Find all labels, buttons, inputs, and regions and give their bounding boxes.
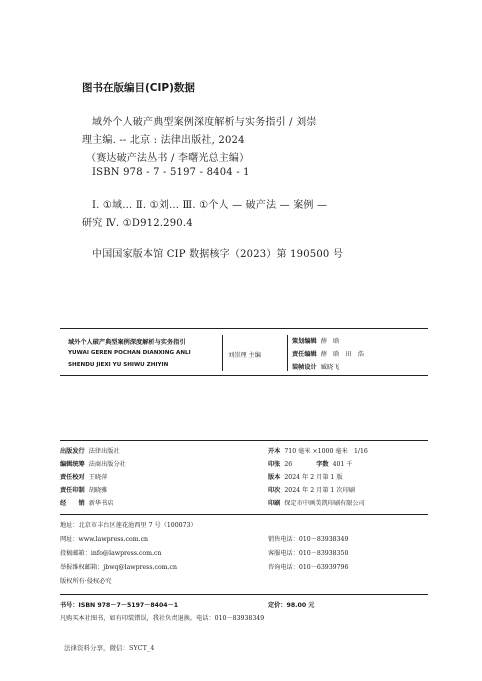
publish-right-row: 版本 2024 年 2 月第 1 版	[268, 474, 343, 481]
report-email: 举报维权邮箱：jbwq@lawpress.com.cn	[60, 564, 177, 571]
watermark-text: 法律资料分享，微信：SYCT_4	[64, 644, 155, 652]
book-title-pinyin-1: YUWAI GEREN POCHAN DIANXING ANLI	[68, 350, 191, 356]
title-box-top-rule	[60, 328, 428, 329]
role-cover-design: 装帧设计 臧晓飞	[292, 364, 340, 371]
publisher-website: 网址：www.lawpress.com.cn	[60, 536, 149, 543]
publish-right-row: 印张 26 字数 401 千	[268, 461, 353, 468]
service-phone: 客服电话：010－83938350	[268, 550, 349, 557]
role-responsible-editor: 责任编辑 薛 晗 田 浩	[292, 351, 365, 358]
publish-left-row: 出版发行 法律出版社	[60, 448, 120, 455]
title-box-bottom-rule	[60, 375, 428, 376]
book-title: 域外个人破产典型案例深度解析与实务指引	[68, 339, 186, 346]
chief-editor: 刘崇理 主编	[228, 352, 261, 359]
title-box-divider-2	[287, 335, 288, 371]
footer-top-rule	[60, 594, 428, 595]
cip-line-record-number: 中国国家版本馆 CIP 数据核字（2023）第 190500 号	[92, 249, 344, 260]
cip-heading: 图书在版编目(CIP)数据	[82, 82, 195, 94]
contact-top-rule	[60, 514, 428, 515]
publish-left-row: 经 销 新华书店	[60, 500, 114, 507]
cip-line-series: （赛达破产法丛书 / 李曙光总主编）	[86, 153, 250, 164]
consult-phone: 咨询电话：010－63939796	[268, 564, 349, 571]
footer-price: 定价：98.00 元	[268, 602, 315, 609]
cip-line-isbn: ISBN 978 - 7 - 5197 - 8404 - 1	[92, 167, 250, 178]
cip-line-title: 域外个人破产典型案例深度解析与实务指引 / 刘崇	[92, 117, 317, 128]
publish-left-row: 编辑统筹 法商出版分社	[60, 461, 126, 468]
publish-left-row: 责任校对 王晓萍	[60, 474, 108, 481]
publish-right-row: 印次 2024 年 2 月第 1 次印刷	[268, 487, 355, 494]
footer-isbn: 书号：ISBN 978－7－5197－8404－1	[60, 602, 179, 609]
book-title-pinyin-2: SHENDU JIEXI YU SHIWU ZHIYIN	[68, 362, 169, 368]
role-planning-editor: 策划编辑 薛 晗	[292, 338, 340, 345]
publish-top-rule	[60, 440, 428, 441]
cip-line-classification: Ⅰ. ①域… Ⅱ. ①刘… Ⅲ. ①个人 — 破产法 — 案例 —	[92, 200, 328, 211]
submission-email: 投稿邮箱：info@lawpress.com.cn	[60, 550, 162, 557]
publish-right-row: 开本 710 毫米 ×1000 毫米 1/16	[268, 448, 368, 455]
publisher-address: 地址：北京市丰台区莲花池西里 7 号（100073）	[60, 522, 197, 529]
publish-right-row: 印刷 保定市中画美凯印刷有限公司	[268, 500, 365, 507]
copyright-notice: 版权所有·侵权必究	[60, 578, 112, 585]
cip-line-publisher: 理主编. -- 北京 : 法律出版社, 2024	[82, 135, 245, 146]
publish-left-row: 责任印制 胡晓雅	[60, 487, 108, 494]
title-box-divider-1	[222, 335, 223, 371]
sales-phone: 销售电话：010－83938349	[268, 536, 349, 543]
cip-line-classification-cont: 研究 Ⅳ. ①D912.290.4	[82, 218, 193, 229]
footer-return-notice: 凡购买本社图书，如有印装错误，我社负责退换。电话：010－83938349	[60, 615, 265, 622]
